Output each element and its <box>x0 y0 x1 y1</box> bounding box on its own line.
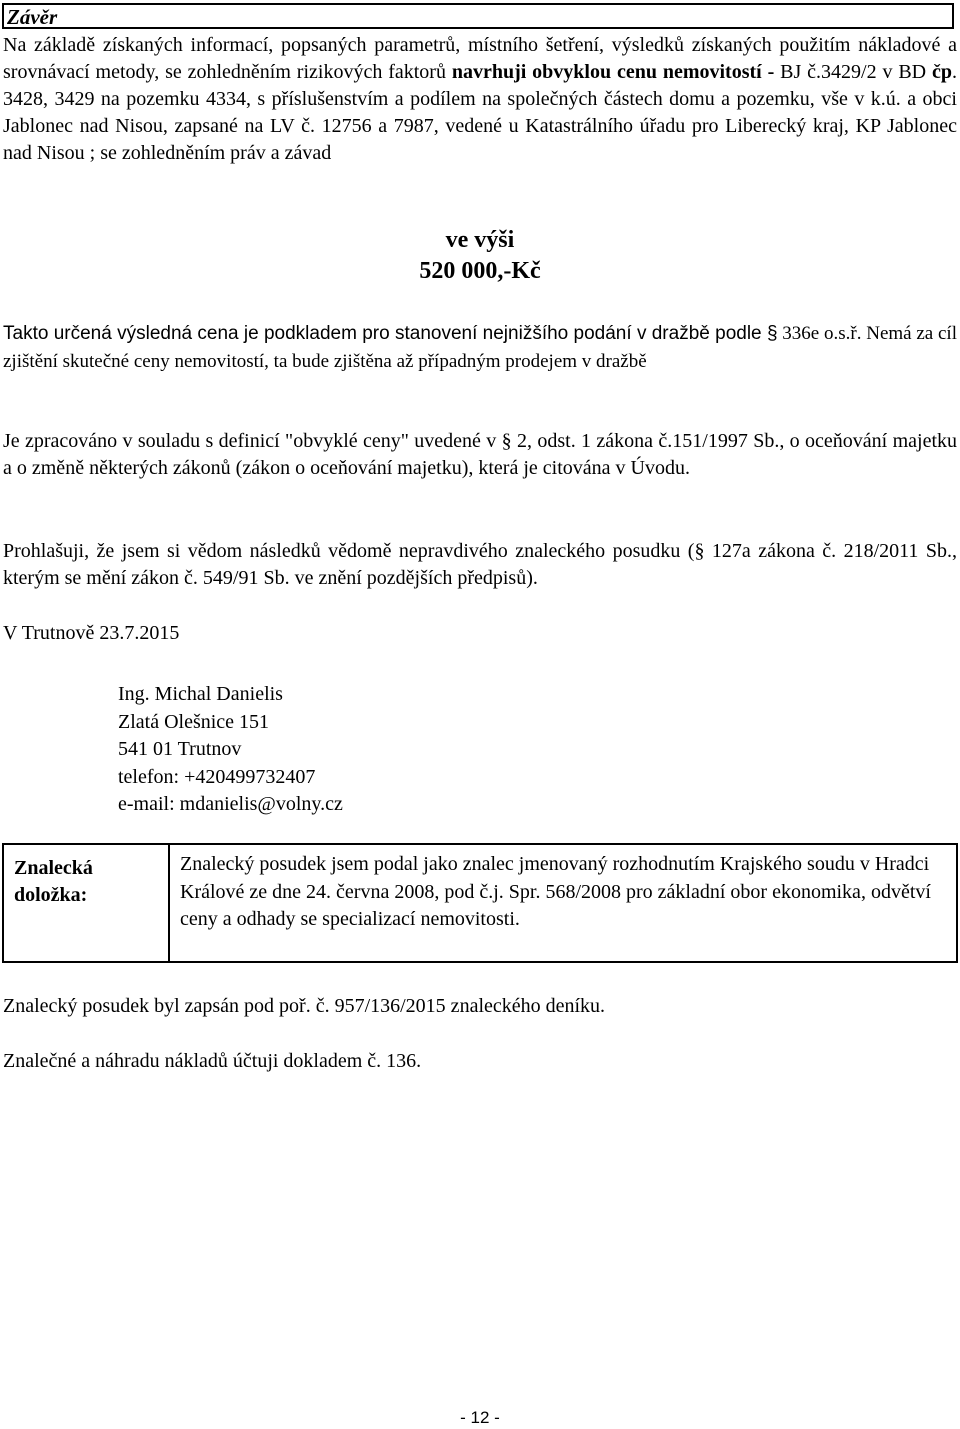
page-number: - 12 - <box>460 1408 500 1427</box>
signature-street: Zlatá Olešnice 151 <box>118 710 270 733</box>
conclusion-text-2: BJ č.3429/2 v BD <box>780 61 932 83</box>
conclusion-bold-2: čp <box>932 61 952 83</box>
section-heading: Závěr <box>7 5 58 29</box>
conclusion-paragraph <box>3 32 957 167</box>
signature-name: Ing. Michal Danielis <box>118 683 283 705</box>
definition-text-1: Je zpracováno v souladu s definicí "obvyklé ceny" uvedené v <box>3 430 502 452</box>
section-heading-box <box>2 3 954 29</box>
signature-phone: telefon: +420499732407 <box>118 765 316 788</box>
definition-text-2: 2, odst. 1 zákona č.151/1997 Sb., o oceňování majetku a o změně některých zákonů (zákon o oceňování majetku), která je citována v Úvodu. <box>3 430 957 479</box>
auction-paragraph <box>3 320 957 376</box>
place-date: V Trutnově 23.7.2015 <box>3 622 180 644</box>
clause-label-line-2: doložka: <box>14 884 88 906</box>
registry-line: Znalecký posudek byl zapsán pod poř. č. 957/136/2015 znaleckého deníku. <box>3 995 606 1017</box>
value-label: ve výši <box>445 227 515 253</box>
auction-text-2: 336e o.s.ř. Nemá za cíl zjištění skutečné ceny nemovitostí, ta bude zjištěna až případným prodejem v dražbě <box>3 323 957 372</box>
table-divider <box>168 845 170 961</box>
fee-line: Znalečné a náhradu nákladů účtuji dokladem č. 136. <box>3 1050 422 1072</box>
auction-text-1: Takto určená výsledná cena je podkladem pro stanovení nejnižšího podání v dražbě podle <box>3 323 767 344</box>
value-amount: 520 000,-Kč <box>419 258 541 284</box>
section-sign: § <box>501 430 512 452</box>
expert-clause-table <box>2 843 958 963</box>
conclusion-bold-1: navrhuji obvyklou cenu nemovitostí - <box>451 61 781 83</box>
declaration-text-1: Prohlašuji, že jsem si vědom následků vědomě nepravdivého znaleckého posudku ( <box>3 540 695 562</box>
section-sign: § <box>694 540 705 562</box>
declaration-paragraph <box>3 538 957 592</box>
declaration-text-2: 127a zákona č. 218/2011 Sb., kterým se mění zákon č. 549/91 Sb. ve znění pozdějších předpisů). <box>3 540 957 589</box>
signature-email: e-mail: mdanielis@volny.cz <box>118 793 343 815</box>
signature-city: 541 01 Trutnov <box>118 738 242 760</box>
section-sign: § <box>766 323 778 344</box>
conclusion-text-3: . 3428, 3429 na pozemku 4334, s příslušenstvím a podílem na společných částech domu a pozemku, vše v k.ú. a obci Jablonec nad Nisou, zapsané na LV č. 12756 a 7987, vedené u Katastrálního úřadu pro Liberecký kraj, KP Jablonec nad Nisou ; se zohledněním práv a závad <box>3 61 957 164</box>
clause-label-line-1: Znalecká <box>14 857 93 879</box>
conclusion-text-1: Na základě získaných informací, popsaných parametrů, místního šetření, výsledků získaných použitím nákladové a srovnávací metody, se zohledněním rizikových faktorů <box>3 34 957 83</box>
clause-text: Znalecký posudek jsem podal jako znalec jmenovaný rozhodnutím Krajského soudu v Hradci Králové ze dne 24. června 2008, pod č.j. Spr. 568/2008 pro základní obor ekonomika, odvětví ceny a odhady se specializací nemovitosti. <box>180 853 931 930</box>
clause-label <box>14 855 93 909</box>
definition-paragraph <box>3 428 957 482</box>
signature-block <box>118 681 343 819</box>
